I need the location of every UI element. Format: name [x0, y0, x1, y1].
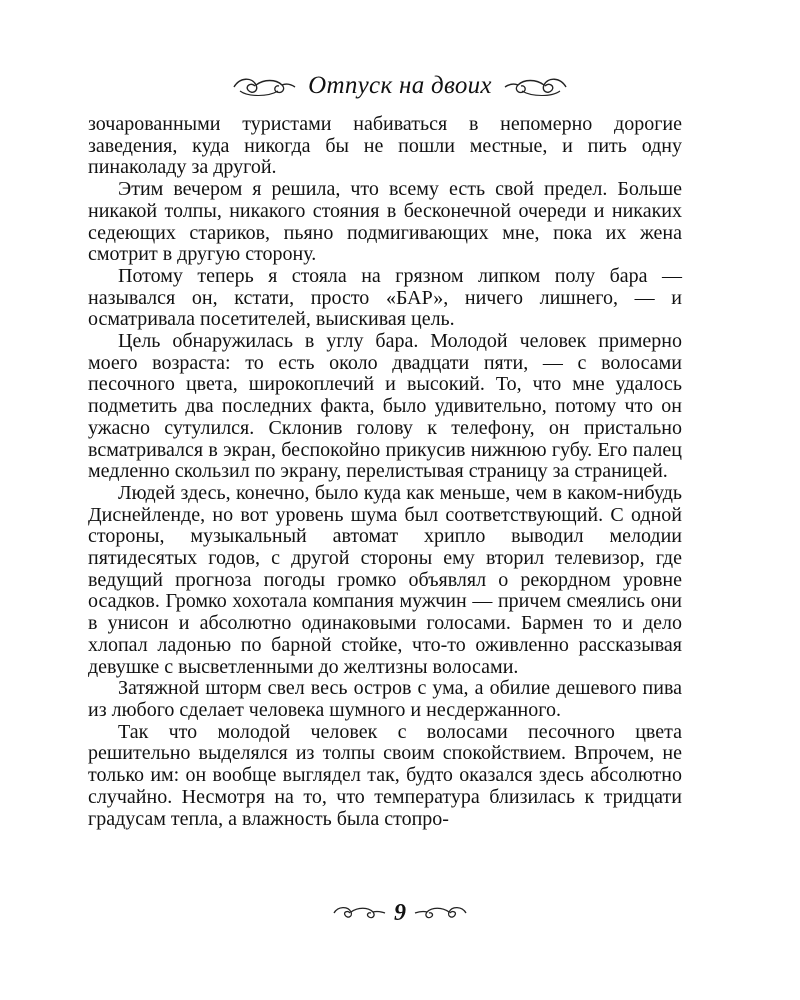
paragraph-6: Затяжной шторм свел весь остров с ума, а обилие дешевого пива из любого сделает человека шумного и несдержанного.	[88, 677, 682, 721]
right-footer-flourish-icon	[414, 902, 468, 924]
page-footer	[0, 896, 800, 930]
paragraph-2: Этим вечером я решила, что всему есть свой предел. Больше никакой толпы, никакого стояния в бесконечной очереди и никаких седеющих стариков, пьяно подмигивающих мне, пока их жена смотрит в другую сторону.	[88, 178, 682, 266]
paragraph-7: Так что молодой человек с волосами песочного цвета решительно выделялся из толпы своим спокойствием. Впрочем, не только им: он вообще выглядел так, будто оказался здесь абсолютно случайно. Несмотря на то, что температура близилась к тридцати градусам тепла, а влажность была стопро-	[88, 720, 682, 830]
paragraph-5: Людей здесь, конечно, было куда как меньше, чем в каком-нибудь Диснейленде, но вот уровень шума был соответствующий. С одной стороны, музыкальный автомат хрипло выводил мелодии пятидесятых годов, с другой стороны ему вторил телевизор, где ведущий прогноза погоды громко объявлял о рекордном уровне осадков. Громко хохотала компания мужчин — причем смеялись они в унисон и абсолютно одинаковыми голосами. Бармен то и дело хлопал ладонью по барной стойке, что-то оживленно рассказывая девушке с высветленными до желтизны волосами.	[88, 481, 682, 678]
left-footer-flourish-icon	[332, 902, 386, 924]
paragraph-1: зочарованными туристами набиваться в непомерно дорогие заведения, куда никогда бы не пошли местные, и пить одну пинаколаду за другой.	[88, 113, 682, 179]
left-flourish-ornament-icon	[232, 73, 296, 99]
right-flourish-ornament-icon	[504, 73, 568, 99]
book-title: Отпуск на двоих	[308, 72, 492, 99]
running-header	[0, 66, 800, 106]
body-text	[88, 114, 682, 830]
paragraph-3: Потому теперь я стояла на грязном липком полу бара — назывался он, кстати, просто «БАР», ничего лишнего, — и осматривала посетителей, выискивая цель.	[88, 264, 682, 331]
page-number: 9	[394, 899, 406, 926]
paragraph-4: Цель обнаружилась в углу бара. Молодой человек примерно моего возраста: то есть около двадцати пяти, — с волосами песочного цвета, широкоплечий и высокий. То, что мне удалось подметить два последних факта, было удивительно, потому что он ужасно сутулился. Склонив голову к телефону, он пристально всматривался в экран, беспокойно прикусив нижнюю губу. Его палец медленно скользил по экрану, перелистывая страницу за страницей.	[88, 330, 682, 483]
